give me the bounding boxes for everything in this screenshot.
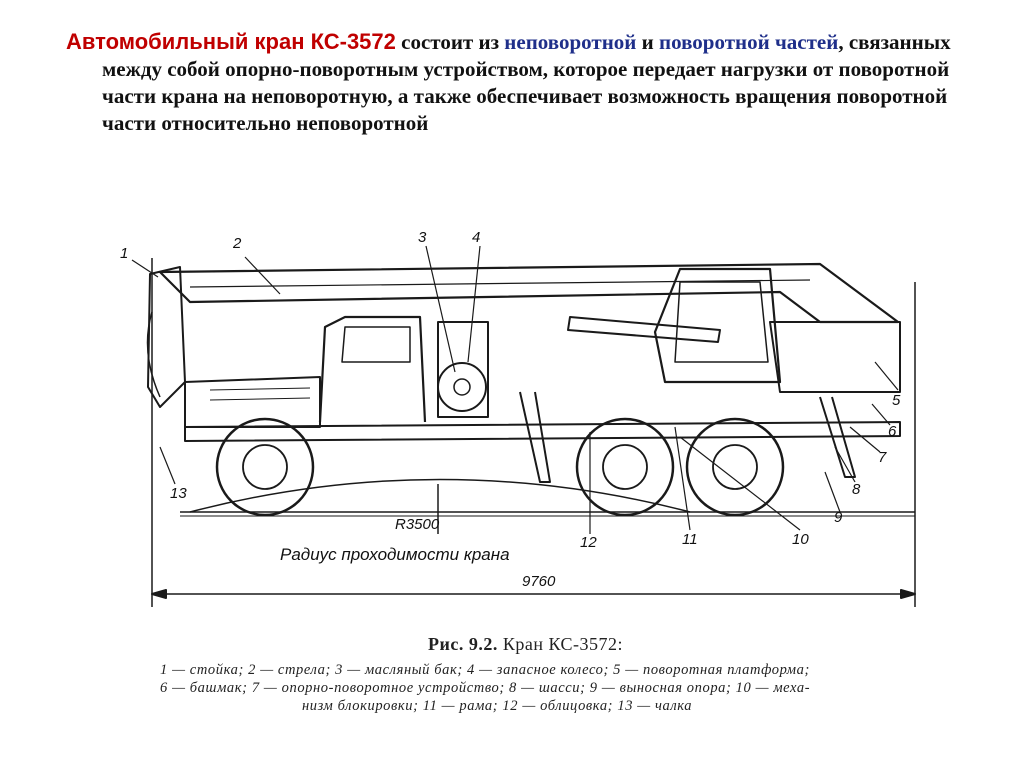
- rear-wheel-2: [687, 419, 783, 515]
- intro-text-2: и: [636, 30, 660, 54]
- leader-2: [245, 257, 280, 294]
- intro-text-1: состоит из: [395, 30, 505, 54]
- front-wheel: [217, 419, 313, 515]
- callout-12: 12: [580, 534, 597, 551]
- leader-9: [825, 472, 840, 512]
- outrigger-front: [520, 392, 550, 482]
- rear-wheel-1: [577, 419, 673, 515]
- front-wheel-hub: [243, 445, 287, 489]
- intro-text-3: , связанных между собой опорно-поворотным устройством, которое передает нагрузки от поворотной части крана на неповоротную, а также обеспечивает возможность вращения поворотной части относительно неповоротной: [102, 30, 951, 135]
- figure-caption: [142, 628, 922, 720]
- callout-3: 3: [418, 229, 427, 246]
- callout-5: 5: [892, 392, 901, 409]
- callout-9: 9: [834, 509, 843, 526]
- callout-1: 1: [120, 245, 129, 262]
- leader-5: [875, 362, 898, 390]
- spare-wheel-hub: [454, 379, 470, 395]
- callout-6: 6: [888, 423, 897, 440]
- caption-number: Рис. 9.2.: [428, 634, 498, 654]
- intro-paragraph: [66, 28, 1002, 137]
- intro-title: Автомобильный кран КС-3572: [66, 29, 396, 54]
- legend-line-3: низм блокировки; 11 — рама; 12 — облицовка; 13 — чалка: [302, 698, 693, 714]
- crane-drawing: [120, 222, 930, 610]
- length-label: 9760: [522, 573, 556, 590]
- leader-1: [132, 260, 158, 277]
- boom-inner-line: [190, 280, 810, 287]
- dim-arrow-right: [901, 590, 915, 598]
- caption-title: [428, 634, 623, 655]
- legend-line-2: 6 — башмак; 7 — опорно-поворотное устройство; 8 — шасси; 9 — выносная опора; 10 — меха-: [160, 680, 811, 696]
- caption-name: Кран КС-3572:: [502, 634, 624, 654]
- callout-4: 4: [472, 229, 481, 246]
- hood-grille-2: [210, 398, 310, 400]
- leader-3: [426, 246, 455, 372]
- callout-8: 8: [852, 481, 861, 498]
- callout-10: 10: [792, 531, 809, 548]
- leader-13: [160, 447, 175, 484]
- intro-term-rotating: поворотной частей: [659, 30, 839, 54]
- callout-2: 2: [233, 235, 242, 252]
- boom-head: [148, 267, 185, 407]
- cab-window: [342, 327, 410, 362]
- legend-line-1: 1 — стойка; 2 — стрела; 3 — масляный бак; 4 — запасное колесо; 5 — поворотная платформа;: [160, 662, 810, 678]
- radius-caption: Радиус проходимости крана: [280, 545, 510, 564]
- callout-11: 11: [682, 531, 698, 548]
- leader-7: [850, 427, 880, 452]
- spare-wheel: [438, 363, 486, 411]
- dim-arrow-left: [152, 590, 166, 598]
- rear-wheel-1-hub: [603, 445, 647, 489]
- radius-label: R3500: [395, 516, 440, 533]
- crane-svg: [120, 222, 930, 610]
- radius-arc: [190, 480, 690, 513]
- intro-term-fixed: неповоротной: [504, 30, 637, 54]
- callout-7: 7: [878, 449, 887, 466]
- callout-13: 13: [170, 485, 187, 502]
- boom: [160, 264, 898, 322]
- hood-grille: [210, 388, 310, 390]
- rotating-platform: [770, 322, 900, 392]
- leader-4: [468, 246, 480, 362]
- hydraulic-cylinder: [568, 317, 720, 342]
